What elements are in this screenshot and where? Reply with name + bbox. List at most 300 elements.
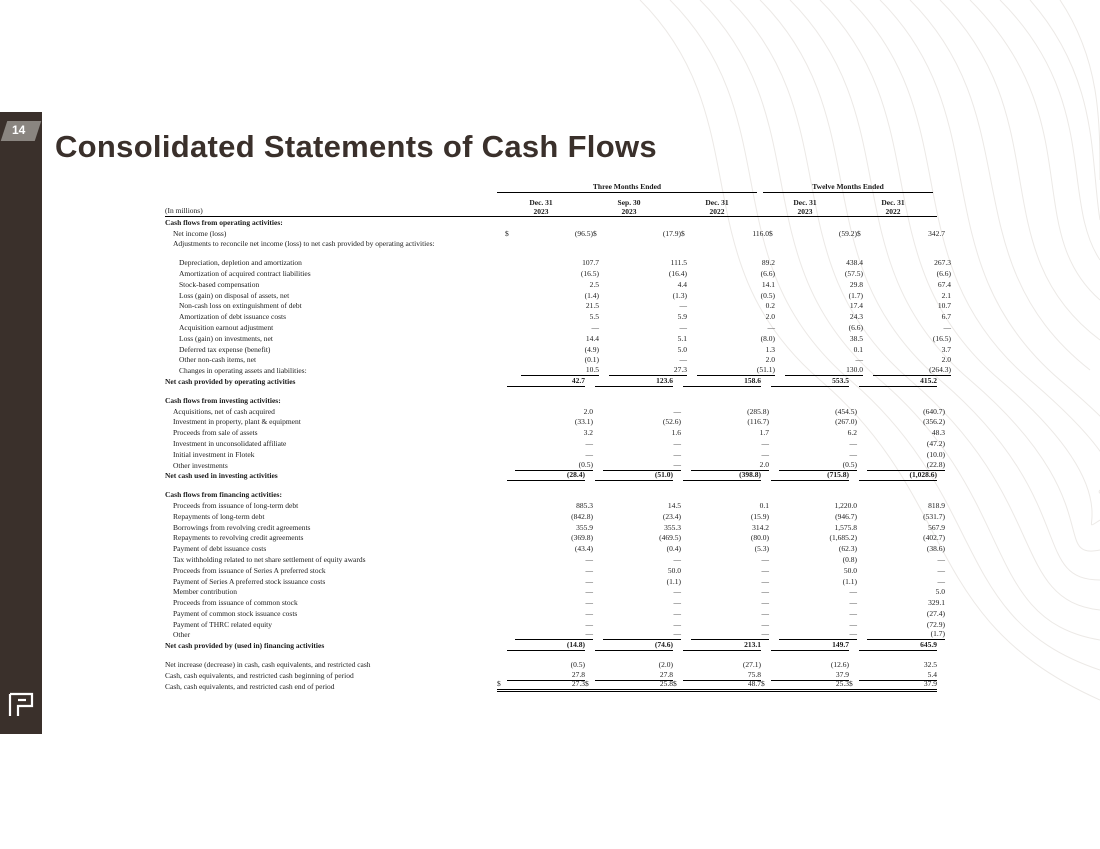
value: — — [585, 554, 593, 564]
dollar-sign — [769, 501, 779, 511]
value-cell — [857, 629, 945, 640]
value: 14.4 — [585, 333, 599, 343]
section-heading-label: Cash flows from investing activities: — [165, 395, 281, 405]
value: (23.4) — [662, 511, 681, 521]
value: 27.3 — [571, 678, 585, 688]
dollar-sign — [673, 660, 683, 670]
value: 130.0 — [785, 365, 863, 376]
value: — — [673, 554, 681, 564]
value-cell — [593, 566, 681, 576]
value-cell — [505, 439, 593, 449]
value: 2.0 — [583, 406, 593, 416]
value-cell — [505, 609, 593, 619]
dollar-sign — [681, 460, 691, 471]
value: — — [779, 629, 857, 640]
dollar-sign — [511, 365, 521, 376]
value-cell — [673, 660, 761, 670]
value: (842.8) — [571, 511, 593, 521]
dollar-sign — [511, 345, 521, 355]
value: 2.0 — [765, 312, 775, 322]
dollar-sign — [497, 640, 507, 651]
value-cell — [857, 566, 945, 576]
dollar-sign — [673, 470, 683, 481]
value-cell — [505, 428, 593, 438]
value: — — [761, 576, 769, 586]
value-cell — [505, 629, 593, 640]
dollar-sign — [687, 258, 697, 268]
value: (1.4) — [584, 290, 599, 300]
value: 5.5 — [589, 312, 599, 322]
value-cell — [593, 609, 681, 619]
dollar-sign — [857, 512, 867, 522]
row-label: Stock-based compensation — [179, 279, 260, 289]
dollar-sign — [769, 620, 779, 630]
dollar-sign — [769, 450, 779, 460]
value: (62.3) — [838, 544, 857, 554]
dollar-sign — [769, 566, 779, 576]
value-cell — [599, 312, 687, 322]
dollar-sign — [769, 555, 779, 565]
row-label: Deferred tax expense (benefit) — [179, 344, 271, 354]
value: 213.1 — [683, 640, 761, 651]
value-cell — [505, 620, 593, 630]
value: (16.4) — [668, 268, 687, 278]
value: 27.8 — [595, 670, 673, 681]
dollar-sign — [775, 291, 785, 301]
value-cell — [775, 291, 863, 301]
dollar-sign — [849, 470, 859, 481]
dollar-sign — [775, 312, 785, 322]
value: (946.7) — [835, 511, 857, 521]
value: (469.5) — [659, 533, 681, 543]
dollar-sign — [857, 407, 867, 417]
value-cell — [497, 470, 585, 481]
dollar-sign: $ — [769, 228, 773, 238]
dollar-sign — [505, 501, 515, 511]
row-label: Other investments — [173, 460, 228, 470]
dollar-sign — [863, 323, 873, 333]
dollar-sign — [511, 334, 521, 344]
value-cell — [775, 323, 863, 333]
row-label: Cash, cash equivalents, and restricted cash end of period — [165, 681, 335, 691]
value-cell — [769, 229, 857, 239]
value: 0.1 — [759, 500, 769, 510]
value: 0.1 — [853, 344, 863, 354]
value-cell — [863, 345, 951, 355]
value-cell — [593, 544, 681, 554]
value: (17.9) — [662, 228, 681, 238]
value: 75.8 — [683, 670, 761, 681]
value: 27.8 — [507, 670, 585, 681]
table-row — [165, 322, 951, 333]
dollar-sign — [593, 555, 603, 565]
value-cell — [769, 501, 857, 511]
row-label: Loss (gain) on disposal of assets, net — [179, 290, 290, 300]
table-row — [165, 459, 945, 471]
value-cell — [505, 417, 593, 427]
value-cell — [497, 660, 585, 670]
dollar-sign — [511, 291, 521, 301]
dollar-sign — [511, 301, 521, 311]
row-label: Repayments to revolving credit agreements — [173, 533, 304, 543]
row-label: Repayments of long-term debt — [173, 511, 265, 521]
value-cell — [511, 291, 599, 301]
value-cell — [761, 679, 849, 692]
dollar-sign — [593, 512, 603, 522]
dollar-sign — [857, 533, 867, 543]
dollar-sign — [857, 417, 867, 427]
dollar-sign — [681, 609, 691, 619]
value-cell — [681, 577, 769, 587]
dollar-sign — [681, 533, 691, 543]
column-header: Dec. 31 2023 — [529, 198, 553, 216]
dollar-sign — [593, 460, 603, 471]
value: — — [761, 438, 769, 448]
value-cell — [761, 640, 849, 651]
table-row — [165, 608, 945, 619]
dollar-sign — [769, 428, 779, 438]
value-cell — [599, 269, 687, 279]
value-cell — [681, 533, 769, 543]
value: (6.6) — [848, 322, 863, 332]
value: 17.4 — [849, 301, 863, 311]
dollar-sign — [863, 301, 873, 311]
dollar-sign — [769, 544, 779, 554]
table-row — [165, 365, 951, 376]
value-cell — [761, 470, 849, 481]
row-label: Depreciation, depletion and amortization — [179, 258, 302, 268]
row-label: Borrowings from revolving credit agreements — [173, 522, 311, 532]
value-cell — [857, 620, 945, 630]
dollar-sign — [593, 533, 603, 543]
dollar-sign — [593, 439, 603, 449]
value-cell — [769, 439, 857, 449]
dollar-sign — [599, 312, 609, 322]
value-cell — [857, 523, 945, 533]
value-cell — [857, 417, 945, 427]
dollar-sign: $ — [681, 228, 685, 238]
value: (264.3) — [873, 365, 951, 376]
value: — — [673, 608, 681, 618]
dollar-sign — [863, 345, 873, 355]
value: (47.2) — [926, 438, 945, 448]
dollar-sign — [687, 323, 697, 333]
dollar-sign — [863, 258, 873, 268]
dollar-sign — [687, 291, 697, 301]
dollar-sign — [505, 439, 515, 449]
dollar-sign — [863, 312, 873, 322]
value: 567.9 — [928, 522, 945, 532]
dollar-sign: $ — [849, 678, 853, 688]
row-spacer — [165, 387, 937, 395]
table-row — [165, 301, 951, 312]
value: 27.3 — [609, 365, 687, 376]
dollar-sign — [857, 460, 867, 471]
value-cell — [593, 501, 681, 511]
value-cell — [857, 533, 945, 543]
value-cell — [593, 417, 681, 427]
sidebar-accent-bar — [0, 112, 42, 734]
value-cell — [687, 291, 775, 301]
table-row — [165, 543, 945, 554]
value: 158.6 — [683, 376, 761, 387]
dollar-sign: $ — [585, 678, 589, 688]
dollar-sign — [687, 312, 697, 322]
value: 24.3 — [849, 312, 863, 322]
dollar-sign — [857, 501, 867, 511]
value: 32.5 — [923, 660, 937, 670]
period-group-twelve-months: Twelve Months Ended — [763, 182, 933, 193]
value-cell — [511, 345, 599, 355]
value-cell — [849, 640, 937, 651]
table-row — [165, 311, 951, 322]
value-cell — [593, 533, 681, 543]
value-cell — [599, 345, 687, 355]
value: — — [679, 301, 687, 311]
row-label: Acquisitions, net of cash acquired — [173, 406, 275, 416]
total-row — [165, 471, 937, 482]
value: (80.0) — [750, 533, 769, 543]
row-label: Investment in property, plant & equipment — [173, 417, 301, 427]
dollar-sign — [505, 428, 515, 438]
value-cell — [863, 365, 951, 376]
table-row — [165, 417, 945, 428]
table-row — [165, 290, 951, 301]
value: 123.6 — [595, 376, 673, 387]
value-cell — [863, 291, 951, 301]
dollar-sign — [681, 620, 691, 630]
value: (57.5) — [844, 268, 863, 278]
row-label: Adjustments to reconcile net income (loss) to net cash provided by operating activities: — [173, 239, 435, 249]
table-row — [165, 355, 951, 366]
dollar-sign — [681, 629, 691, 640]
value-cell — [857, 439, 945, 449]
value-cell — [775, 301, 863, 311]
value-cell — [497, 376, 585, 387]
dollar-sign — [775, 269, 785, 279]
dollar-sign — [585, 376, 595, 387]
value: 25.3 — [835, 678, 849, 688]
value: — — [937, 565, 945, 575]
value-cell — [769, 417, 857, 427]
dollar-sign — [585, 660, 595, 670]
row-label: Investment in unconsolidated affiliate — [173, 438, 287, 448]
value-cell — [769, 428, 857, 438]
value: (51.0) — [595, 470, 673, 481]
value-cell — [673, 679, 761, 692]
dollar-sign — [761, 376, 771, 387]
value-cell — [775, 334, 863, 344]
dollar-sign — [681, 407, 691, 417]
dollar-sign — [505, 533, 515, 543]
value: 1,575.8 — [834, 522, 857, 532]
value-cell — [585, 660, 673, 670]
value-cell — [681, 229, 769, 239]
value: — — [761, 587, 769, 597]
column-header-row — [165, 194, 937, 217]
table-row — [165, 597, 945, 608]
value: — — [515, 629, 593, 640]
value-cell — [863, 355, 951, 365]
value: 415.2 — [859, 376, 937, 387]
dollar-sign — [775, 365, 785, 376]
units-label: (In millions) — [165, 206, 203, 215]
value: 1.3 — [765, 344, 775, 354]
value: (0.5) — [570, 660, 585, 670]
value: (5.3) — [754, 544, 769, 554]
value-cell — [497, 679, 585, 692]
dollar-sign — [681, 587, 691, 597]
value: 2.1 — [941, 290, 951, 300]
dollar-sign — [593, 428, 603, 438]
value: 5.1 — [677, 333, 687, 343]
dollar-sign — [505, 577, 515, 587]
table-row — [165, 500, 945, 511]
value-cell — [511, 365, 599, 376]
dollar-sign — [585, 470, 595, 481]
table-row — [165, 554, 945, 565]
value-cell — [681, 566, 769, 576]
value: 553.5 — [771, 376, 849, 387]
value: — — [761, 608, 769, 618]
dollar-sign — [857, 598, 867, 608]
value-cell — [511, 269, 599, 279]
value: 645.9 — [859, 640, 937, 651]
value-cell — [687, 280, 775, 290]
row-label: Initial investment in Flotek — [173, 449, 255, 459]
value: (1,685.2) — [829, 533, 857, 543]
value: 1.6 — [671, 428, 681, 438]
value: (715.8) — [771, 470, 849, 481]
dollar-sign — [505, 544, 515, 554]
dollar-sign: $ — [505, 228, 509, 238]
value: (8.0) — [760, 333, 775, 343]
value-cell — [505, 544, 593, 554]
value: — — [585, 438, 593, 448]
table-row — [165, 619, 945, 630]
fp-logo-icon — [6, 690, 36, 720]
dollar-sign — [599, 291, 609, 301]
value: 10.7 — [937, 301, 951, 311]
value-cell — [593, 460, 681, 471]
value: — — [679, 322, 687, 332]
dollar-sign — [511, 269, 521, 279]
value: — — [849, 449, 857, 459]
value-cell — [687, 345, 775, 355]
row-label: Net cash provided by (used in) financing activities — [165, 641, 325, 651]
value: (285.8) — [747, 406, 769, 416]
table-row — [165, 511, 945, 522]
value: 42.7 — [507, 376, 585, 387]
value: (1,028.6) — [859, 470, 937, 481]
value-cell — [857, 428, 945, 438]
value: — — [849, 598, 857, 608]
table-row — [165, 449, 945, 460]
dollar-sign — [673, 376, 683, 387]
dollar-sign — [505, 523, 515, 533]
column-header: Dec. 31 2022 — [881, 198, 905, 216]
value: 355.9 — [576, 522, 593, 532]
value-cell — [599, 334, 687, 344]
value: 37.9 — [771, 670, 849, 681]
dollar-sign — [681, 566, 691, 576]
value: (356.2) — [923, 417, 945, 427]
value: — — [937, 554, 945, 564]
value: 267.3 — [934, 258, 951, 268]
dollar-sign — [673, 640, 683, 651]
dollar-sign — [505, 620, 515, 630]
value-cell — [511, 280, 599, 290]
dollar-sign — [769, 577, 779, 587]
value-cell — [769, 555, 857, 565]
dollar-sign — [599, 301, 609, 311]
value-cell — [857, 598, 945, 608]
value-cell — [863, 323, 951, 333]
dollar-sign — [863, 334, 873, 344]
value: 5.0 — [935, 587, 945, 597]
value-cell — [681, 460, 769, 471]
value-cell — [599, 323, 687, 333]
value: (27.1) — [742, 660, 761, 670]
dollar-sign — [681, 598, 691, 608]
dollar-sign — [505, 512, 515, 522]
table-row — [165, 522, 945, 533]
value-cell — [505, 587, 593, 597]
table-row — [165, 406, 945, 417]
dollar-sign — [687, 269, 697, 279]
value: 329.1 — [928, 598, 945, 608]
dollar-sign — [863, 291, 873, 301]
summary-row — [165, 659, 937, 670]
dollar-sign — [769, 460, 779, 471]
value-cell — [681, 609, 769, 619]
value-cell — [511, 323, 599, 333]
dollar-sign — [599, 323, 609, 333]
dollar-sign: $ — [761, 678, 765, 688]
value: — — [679, 355, 687, 365]
row-label: Other non-cash items, net — [179, 355, 257, 365]
section-heading-label: Cash flows from operating activities: — [165, 217, 283, 227]
dollar-sign — [681, 450, 691, 460]
value-cell — [585, 376, 673, 387]
dollar-sign — [511, 312, 521, 322]
value: (14.8) — [507, 640, 585, 651]
dollar-sign — [857, 428, 867, 438]
table-row — [165, 576, 945, 587]
dollar-sign — [761, 660, 771, 670]
value: 107.7 — [582, 258, 599, 268]
value: — — [585, 587, 593, 597]
dollar-sign — [593, 523, 603, 533]
column-header: Dec. 31 2023 — [793, 198, 817, 216]
value-cell — [585, 470, 673, 481]
value: — — [761, 619, 769, 629]
value-cell — [593, 439, 681, 449]
dollar-sign — [857, 577, 867, 587]
value-cell — [863, 258, 951, 268]
value: 885.3 — [576, 500, 593, 510]
dollar-sign — [769, 609, 779, 619]
dollar-sign — [593, 587, 603, 597]
value-cell — [863, 269, 951, 279]
value: — — [585, 619, 593, 629]
value: 48.7 — [747, 678, 761, 688]
row-label: Net income (loss) — [173, 228, 227, 238]
row-label: Loss (gain) on investments, net — [179, 333, 273, 343]
value-cell — [769, 512, 857, 522]
value-cell — [505, 512, 593, 522]
value-cell — [687, 365, 775, 376]
